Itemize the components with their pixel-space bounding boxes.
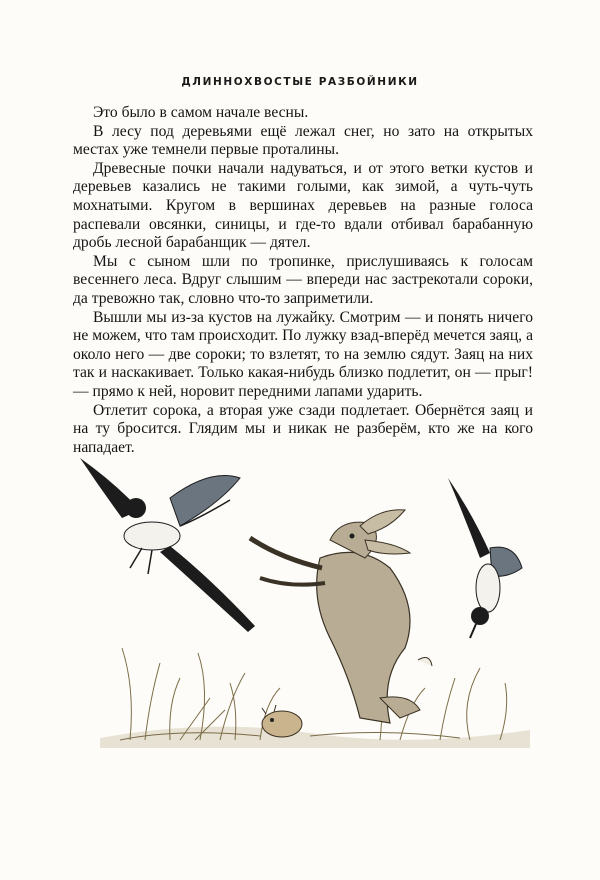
magpie-left: [80, 458, 255, 632]
story-text: [73, 104, 533, 457]
magpie-right: [448, 478, 522, 638]
story-title: ДЛИННОХВОСТЫЕ РАЗБОЙНИКИ: [181, 76, 419, 88]
paragraph: Вышли мы из-за кустов на лужайку. Смотрим — и понять ничего не можем, что там происходит. По лужку взад-вперёд мечется заяц, а около него — две сороки; то взлетят, то на землю сядут. Заяц на них так и наскакивает. Только какая-нибудь близко подлетит, он — прыг! — прямо к ней, норовит передними лапами ударить.: [73, 308, 533, 400]
paragraph: Это было в самом начале весны.: [93, 104, 309, 121]
paragraph: В лесу под деревьями ещё лежал снег, но зато на открытых местах уже темнели первые проталины.: [73, 122, 533, 159]
ground: [100, 727, 530, 748]
paragraph: Мы с сыном шли по тропинке, прислушиваясь к голосам весеннего леса. Вдруг слышим — впереди нас застрекотали сороки, да тревожно так, словно что-то заприметили.: [73, 252, 533, 307]
grass: [122, 648, 507, 740]
paragraph: Отлетит сорока, а вторая уже сзади подлетает. Обернётся заяц и на ту бросится. Глядим мы и никак не разберём, кто же на кого нападает.: [73, 401, 533, 456]
illustration-magpies-and-hare: [60, 448, 550, 768]
small-animal: [262, 705, 302, 737]
paragraph: Древесные почки начали надуваться, и от этого ветки кустов и деревьев казались не такими голыми, как зимой, а чуть-чуть мохнатыми. Кругом в вершинах деревьев на разные голоса распевали овсянки, синицы, и где-то вдали отбивал барабанную дробь лесной барабанщик — дятел.: [73, 159, 533, 252]
